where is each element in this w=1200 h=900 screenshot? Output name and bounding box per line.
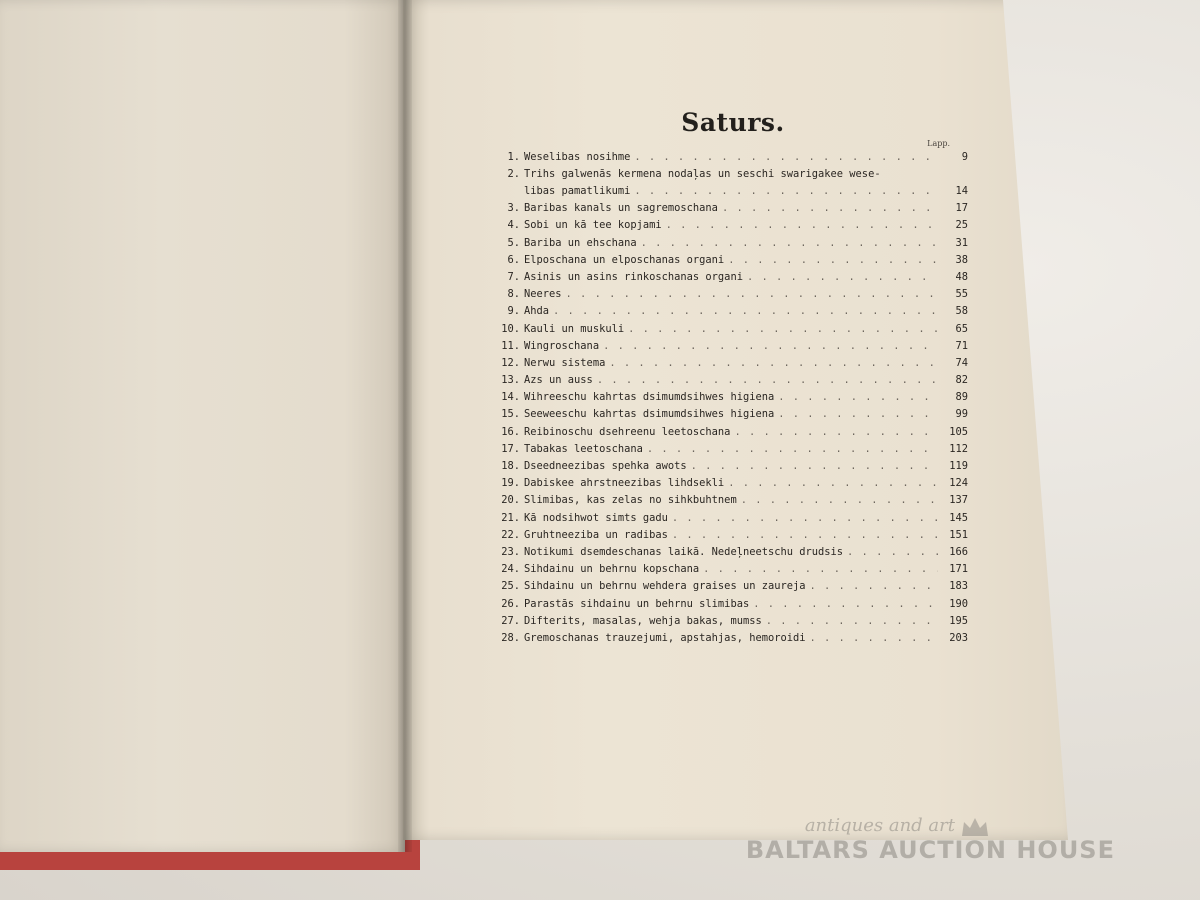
- toc-entry-title: Elposchana un elposchanas organi: [524, 253, 725, 266]
- toc-entry-page: 183: [949, 580, 968, 593]
- toc-entry-number: 3.: [507, 202, 520, 215]
- toc-entry-body: [524, 149, 968, 166]
- toc-entry: [498, 424, 968, 441]
- book-gutter: [398, 0, 412, 852]
- dot-leader: [553, 303, 938, 320]
- toc-entry-line: [524, 578, 968, 595]
- toc-entry-page: 14: [955, 185, 968, 198]
- toc-entry-line: [524, 544, 968, 561]
- toc-entry-body: [524, 596, 968, 613]
- toc-entry-line: [524, 510, 968, 527]
- toc-entry-line: [524, 630, 968, 647]
- toc-entry-line: [524, 458, 968, 475]
- toc-entry-number: 8.: [507, 288, 520, 301]
- toc-entry-page: 112: [949, 442, 968, 455]
- toc-entry-title: Dseedneezibas spehka awots: [524, 460, 687, 472]
- dot-leader: [691, 458, 938, 475]
- toc-entry-number: 11.: [501, 339, 520, 352]
- toc-entry-line: [524, 372, 968, 389]
- toc-entry-line: [524, 235, 968, 252]
- dot-leader: [647, 441, 938, 458]
- toc-entry-title: Ahda: [524, 305, 550, 318]
- toc-entry-page: 119: [949, 460, 968, 472]
- toc-entry-line: [524, 596, 968, 613]
- toc-entry-title: Baribas kanals un sagremoschana: [524, 202, 718, 215]
- toc-entry: [498, 286, 968, 303]
- toc-entry: [498, 338, 968, 355]
- toc-entry-title: Sihdainu un behrnu kopschana: [524, 563, 700, 576]
- toc-entry-page: 65: [955, 322, 968, 335]
- toc-entry-page: 25: [955, 219, 968, 232]
- toc-entry-line: [524, 406, 968, 423]
- toc-entry-number: 13.: [501, 374, 520, 387]
- toc-entry-number: 14.: [501, 391, 520, 404]
- toc-entry: [498, 527, 968, 544]
- toc-entry-body: [524, 252, 968, 269]
- toc-entry-body: [524, 527, 968, 544]
- toc-entry: [498, 406, 968, 423]
- toc-entry-line: [524, 286, 968, 303]
- toc-entry-body: [524, 200, 968, 217]
- toc-entry-number: 2.: [507, 168, 520, 181]
- toc-entry-body: [524, 269, 968, 286]
- toc-entry-line: [524, 492, 968, 509]
- left-page: [0, 0, 405, 852]
- toc-entry-page: 166: [949, 545, 968, 558]
- toc-entry: [498, 630, 968, 647]
- toc-entry-line: [524, 252, 968, 269]
- toc-entry: [498, 303, 968, 320]
- toc-entry-body: [524, 475, 968, 492]
- toc-entry-title: Wihreeschu kahrtas dsimumdsihwes higiena: [524, 391, 775, 404]
- toc-entry-body: [524, 355, 968, 372]
- toc-entry-page: 48: [955, 270, 968, 283]
- toc-entry-page: 31: [955, 236, 968, 249]
- toc-entry: [498, 355, 968, 372]
- dot-leader: [672, 527, 938, 544]
- toc-entry-number: 7.: [507, 270, 520, 283]
- toc-entry-page: 151: [949, 528, 968, 541]
- toc-entry-page: 17: [955, 202, 968, 215]
- toc-entry-line: [524, 355, 968, 372]
- toc-list: [498, 149, 968, 647]
- dot-leader: [597, 372, 938, 389]
- toc-entry-body: [524, 286, 968, 303]
- toc-entry-body: [524, 613, 968, 630]
- toc-entry: [498, 492, 968, 509]
- dot-leader: [810, 630, 938, 647]
- toc-entry-page: 203: [949, 631, 968, 644]
- dot-leader: [728, 252, 938, 269]
- toc-entry-body: [524, 406, 968, 423]
- toc-entry-page: 89: [955, 391, 968, 404]
- dot-leader: [810, 578, 938, 595]
- toc-entry-body: [524, 338, 968, 355]
- dot-leader: [728, 475, 938, 492]
- toc-entry: [498, 321, 968, 338]
- toc-entry-number: 19.: [501, 477, 520, 490]
- toc-entry-number: 18.: [501, 460, 520, 472]
- toc-entry-title: Sihdainu un behrnu wehdera graises un zaureja: [524, 580, 806, 593]
- toc-entry-number: 26.: [501, 597, 520, 610]
- toc-entry: [498, 252, 968, 269]
- toc-entry-page: 99: [955, 408, 968, 421]
- toc-entry-number: 17.: [501, 442, 520, 455]
- dot-leader: [778, 406, 938, 423]
- toc-entry: [498, 166, 968, 200]
- toc-entry: [498, 200, 968, 217]
- page-column-header: Lapp.: [927, 139, 950, 148]
- crown-icon: [960, 816, 990, 838]
- toc-entry-number: 20.: [501, 494, 520, 507]
- toc-entry-title: Nerwu sistema: [524, 356, 606, 369]
- toc-entry-page: 171: [949, 563, 968, 576]
- toc-entry-page: 38: [955, 253, 968, 266]
- dot-leader: [566, 286, 938, 303]
- toc-entry-body: [524, 441, 968, 458]
- dot-leader: [722, 200, 938, 217]
- toc-entry-title-continued: libas pamatlikumi: [524, 185, 631, 198]
- toc-entry: [498, 561, 968, 578]
- toc-entry-title: Kauli un muskuli: [524, 322, 625, 335]
- toc-entry-title: Difterits, masalas, wehja bakas, mumss: [524, 614, 762, 627]
- toc-entry-body: [524, 424, 968, 441]
- dot-leader: [741, 492, 938, 509]
- toc-entry-title: Neeres: [524, 288, 562, 301]
- toc-entry-body: [524, 389, 968, 406]
- toc-entry: [498, 458, 968, 475]
- toc-entry-title: Slimibas, kas zelas no sihkbuhtnem: [524, 494, 737, 507]
- toc-entry: [498, 613, 968, 630]
- dot-leader: [609, 355, 938, 372]
- toc-entry-line: [524, 183, 968, 200]
- toc-entry-body: [524, 561, 968, 578]
- toc-entry-body: [524, 578, 968, 595]
- dot-leader: [634, 149, 938, 166]
- toc-entry-title: Weselibas nosihme: [524, 151, 631, 163]
- toc-entry-page: 137: [949, 494, 968, 507]
- toc-entry-title: Asinis un asins rinkoschanas organi: [524, 270, 743, 283]
- dot-leader: [747, 269, 938, 286]
- toc-entry: [498, 578, 968, 595]
- dot-leader: [672, 510, 938, 527]
- dot-leader: [766, 613, 938, 630]
- toc-entry-title: Reibinoschu dsehreenu leetoschana: [524, 425, 731, 438]
- dot-leader: [734, 424, 938, 441]
- dot-leader: [628, 321, 938, 338]
- toc-entry-line: [524, 217, 968, 234]
- toc-entry-number: 21.: [501, 511, 520, 524]
- toc-entry-line: [524, 389, 968, 406]
- table-of-contents: [498, 108, 968, 647]
- toc-entry: [498, 596, 968, 613]
- dot-leader: [703, 561, 938, 578]
- toc-entry-line: [524, 269, 968, 286]
- toc-entry-title: Sobi un kā tee kopjami: [524, 219, 662, 232]
- toc-entry: [498, 510, 968, 527]
- dot-leader: [753, 596, 938, 613]
- dot-leader: [634, 183, 938, 200]
- toc-entry-number: 1.: [507, 151, 520, 163]
- toc-entry-number: 5.: [507, 236, 520, 249]
- toc-entry-title: Wingroschana: [524, 339, 600, 352]
- toc-entry-number: 12.: [501, 356, 520, 369]
- toc-entry: [498, 389, 968, 406]
- watermark: [746, 815, 1115, 864]
- toc-entry-line: [524, 613, 968, 630]
- toc-entry-line: [524, 424, 968, 441]
- toc-entry-body: [524, 217, 968, 234]
- toc-entry-title: Bariba un ehschana: [524, 236, 637, 249]
- toc-entry: [498, 441, 968, 458]
- toc-entry-line: [524, 561, 968, 578]
- toc-entry-line: [524, 303, 968, 320]
- watermark-brand: BALTARS AUCTION HOUSE: [745, 836, 1115, 864]
- toc-entry-body: [524, 303, 968, 320]
- toc-entry-number: 22.: [501, 528, 520, 541]
- dot-leader: [778, 389, 938, 406]
- toc-entry-page: 74: [955, 356, 968, 369]
- toc-entry-page: 71: [955, 339, 968, 352]
- toc-entry-title: Dabiskee ahrstneezibas lihdsekli: [524, 477, 725, 490]
- dot-leader: [603, 338, 938, 355]
- toc-entry-number: 27.: [501, 614, 520, 627]
- toc-entry-page: 145: [949, 511, 968, 524]
- toc-entry-line: [524, 527, 968, 544]
- dot-leader: [641, 235, 938, 252]
- toc-entry-page: 195: [949, 614, 968, 627]
- toc-entry-body: [524, 321, 968, 338]
- toc-entry-line: [524, 441, 968, 458]
- toc-entry: [498, 269, 968, 286]
- toc-entry-number: 6.: [507, 253, 520, 266]
- toc-entry-title: Notikumi dsemdeschanas laikā. Nedeļneetschu drudsis: [524, 545, 844, 558]
- toc-entry-title: Seeweeschu kahrtas dsimumdsihwes higiena: [524, 408, 775, 421]
- toc-entry-number: 9.: [507, 305, 520, 318]
- toc-entry-line: [524, 149, 968, 166]
- toc-entry-number: 23.: [501, 545, 520, 558]
- toc-entry: [498, 544, 968, 561]
- toc-entry-number: 15.: [501, 408, 520, 421]
- toc-entry-page: 124: [949, 477, 968, 490]
- toc-entry-body: [524, 235, 968, 252]
- toc-entry-page: 9: [961, 151, 968, 163]
- toc-entry-body: [524, 510, 968, 527]
- toc-entry-body: [524, 544, 968, 561]
- toc-entry-number: 10.: [501, 322, 520, 335]
- page-title: Saturs.: [681, 108, 785, 137]
- toc-entry: [498, 235, 968, 252]
- toc-entry-page: 105: [949, 425, 968, 438]
- dot-leader: [847, 544, 938, 561]
- toc-entry-body: [524, 458, 968, 475]
- toc-entry-page: 55: [955, 288, 968, 301]
- toc-entry-line: [524, 166, 968, 183]
- toc-entry-title: Kā nodsihwot simts gadu: [524, 511, 668, 524]
- toc-entry-line: [524, 338, 968, 355]
- toc-entry-number: 28.: [501, 631, 520, 644]
- toc-entry-page: 58: [955, 305, 968, 318]
- toc-entry: [498, 149, 968, 166]
- toc-entry: [498, 217, 968, 234]
- toc-entry-title: Azs un auss: [524, 374, 593, 387]
- toc-entry-number: 4.: [507, 219, 520, 232]
- toc-entry-title: Gremoschanas trauzejumi, apstahjas, hemoroidi: [524, 631, 806, 644]
- toc-entry-page: 190: [949, 597, 968, 610]
- dot-leader: [666, 217, 938, 234]
- toc-entry: [498, 372, 968, 389]
- toc-entry-body: [524, 630, 968, 647]
- toc-entry-line: [524, 321, 968, 338]
- toc-entry-body: [524, 166, 968, 200]
- toc-entry-title: Tabakas leetoschana: [524, 442, 643, 455]
- toc-entry-title: Gruhtneeziba un radibas: [524, 528, 668, 541]
- watermark-tagline: antiques and art: [804, 815, 955, 836]
- toc-entry-title: Trihs galwenās kermena nodaļas un seschi swarigakee wese-: [524, 168, 881, 181]
- toc-entry-line: [524, 475, 968, 492]
- toc-entry-number: 24.: [501, 563, 520, 576]
- toc-entry-body: [524, 492, 968, 509]
- toc-entry-number: 16.: [501, 425, 520, 438]
- toc-entry-page: 82: [955, 374, 968, 387]
- toc-entry-number: 25.: [501, 580, 520, 593]
- toc-entry-body: [524, 372, 968, 389]
- toc-entry: [498, 475, 968, 492]
- toc-entry-line: [524, 200, 968, 217]
- toc-entry-title: Parastās sihdainu un behrnu slimibas: [524, 597, 750, 610]
